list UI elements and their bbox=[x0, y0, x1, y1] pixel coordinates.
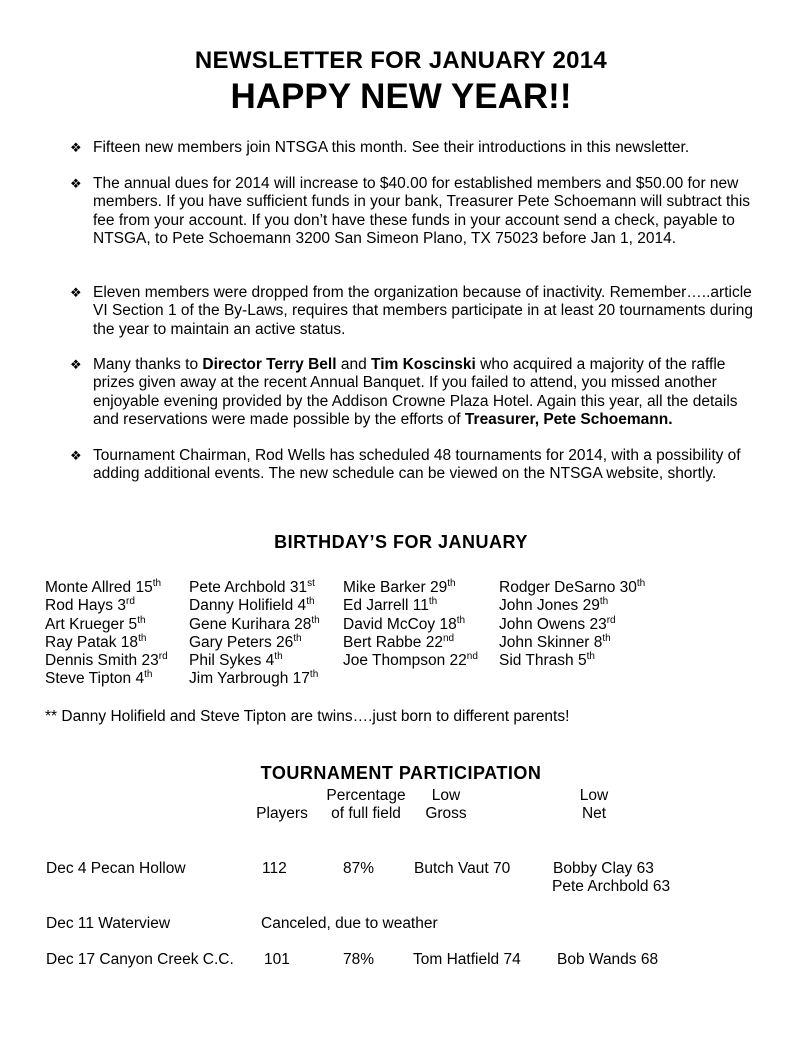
birthday-entry: Pete Archbold 31st bbox=[189, 578, 315, 596]
birthday-entry: John Skinner 8th bbox=[499, 632, 611, 651]
header-players: Players bbox=[256, 805, 308, 822]
bold-name: Tim Koscinski bbox=[371, 356, 476, 373]
birthday-heading: BIRTHDAY’S FOR JANUARY bbox=[274, 532, 528, 552]
birthday-entry: Ed Jarrell 11th bbox=[343, 596, 438, 615]
header-low-net: Low Net bbox=[579, 787, 609, 822]
row-low-net: Bob Wands 68 bbox=[557, 951, 659, 968]
birthday-entry: Danny Holifield 4th bbox=[189, 596, 315, 615]
bullet-text: Fifteen new members join NTSGA this month. See their introductions in this newsletter. bbox=[93, 139, 690, 156]
row-event: Dec 4 Pecan Hollow bbox=[46, 860, 186, 877]
row-event: Dec 11 Waterview bbox=[46, 915, 171, 932]
newsletter-subtitle: HAPPY NEW YEAR!! bbox=[230, 77, 572, 116]
row-low-net: Bobby Clay 63 bbox=[553, 860, 654, 877]
newsletter-title: NEWSLETTER FOR JANUARY 2014 bbox=[194, 47, 608, 74]
birthday-entry: David McCoy 18th bbox=[343, 614, 466, 633]
row-low-gross: Tom Hatfield 74 bbox=[413, 951, 521, 968]
row-percentage: 78% bbox=[343, 951, 375, 968]
birthday-entry: Sid Thrash 5th bbox=[499, 651, 595, 670]
birthday-entry: Steve Tipton 4th bbox=[45, 669, 153, 688]
bullet-text-segment: who acquired a majority of the raffle prizes given away at the recent Annual Banquet. If you failed to attend, you missed another enjoyable evening provided by the Addison Crowne Plaza Hotel. Again this year, all the details and reservations were made possible by the efforts of bbox=[93, 356, 738, 428]
row-players: 101 bbox=[264, 951, 290, 968]
bold-name: Director Terry Bell bbox=[202, 356, 337, 373]
header-low-gross: Low Gross bbox=[425, 787, 467, 822]
diamond-bullet-icon: ❖ bbox=[70, 285, 82, 300]
birthday-entry: John Jones 29th bbox=[499, 596, 609, 615]
bullet-text bbox=[93, 356, 763, 429]
bullet-text: The annual dues for 2014 will increase to $40.00 for established members and $50.00 for new members. If you have sufficient funds in your bank, Treasurer Pete Schoemann will subtract this fee from your account. If you don’t have these funds in your account send a check, payable to NTSGA, to Pete Schoemann 3200 San Simeon Plano, TX 75023 before Jan 1, 2014. bbox=[93, 175, 751, 247]
row-players: 112 bbox=[262, 860, 287, 877]
birthday-entry: Joe Thompson 22nd bbox=[343, 651, 478, 670]
birthday-entry: Ray Patak 18th bbox=[45, 632, 147, 651]
tournament-heading: TOURNAMENT PARTICIPATION bbox=[260, 763, 542, 783]
birthday-entry: John Owens 23rd bbox=[499, 614, 616, 633]
birthday-column bbox=[499, 579, 645, 670]
birthday-entry: Art Krueger 5th bbox=[45, 614, 146, 633]
bold-name: Treasurer, Pete Schoemann. bbox=[464, 410, 673, 428]
bullet-text: Tournament Chairman, Rod Wells has scheduled 48 tournaments for 2014, with a possibility of adding additional events. The new schedule can be viewed on the NTSGA website, shortly. bbox=[93, 447, 741, 483]
birthday-entry: Mike Barker 29th bbox=[343, 578, 456, 596]
row-low-gross: Butch Vaut 70 bbox=[414, 860, 511, 877]
birthday-entry: Monte Allred 15th bbox=[45, 578, 162, 596]
birthday-entry: Dennis Smith 23rd bbox=[45, 651, 168, 670]
birthday-entry: Jim Yarbrough 17th bbox=[189, 669, 319, 688]
diamond-bullet-icon: ❖ bbox=[70, 140, 82, 155]
birthday-entry: Rodger DeSarno 30th bbox=[499, 578, 646, 596]
diamond-bullet-icon: ❖ bbox=[70, 357, 82, 372]
birthday-entry: Gene Kurihara 28th bbox=[189, 614, 320, 633]
row-note: Canceled, due to weather bbox=[261, 915, 438, 932]
birthday-column bbox=[45, 579, 168, 689]
bullet-text: Eleven members were dropped from the organization because of inactivity. Remember…..article VI Section 1 of the By-Laws, requires that members participate in at least 20 tournaments during the year to maintain an active status. bbox=[93, 284, 753, 338]
row-percentage: 87% bbox=[343, 860, 375, 877]
birthday-entry: Gary Peters 26th bbox=[189, 632, 302, 651]
birthday-entry: Bert Rabbe 22nd bbox=[343, 632, 455, 651]
birthday-entry: Phil Sykes 4th bbox=[189, 651, 283, 670]
bullet-text-segment: and bbox=[336, 356, 372, 373]
twins-note: ** Danny Holifield and Steve Tipton are twins….just born to different parents! bbox=[45, 708, 570, 725]
birthday-entry: Rod Hays 3rd bbox=[45, 596, 135, 615]
birthday-column bbox=[343, 579, 478, 670]
row-low-net: Pete Archbold 63 bbox=[552, 878, 671, 895]
birthday-column bbox=[189, 579, 320, 689]
header-percentage: Percentage of full field bbox=[326, 787, 406, 822]
row-event: Dec 17 Canyon Creek C.C. bbox=[46, 951, 234, 968]
bullet-text-segment: Many thanks to bbox=[93, 356, 203, 373]
diamond-bullet-icon: ❖ bbox=[70, 176, 82, 191]
diamond-bullet-icon: ❖ bbox=[70, 448, 82, 463]
